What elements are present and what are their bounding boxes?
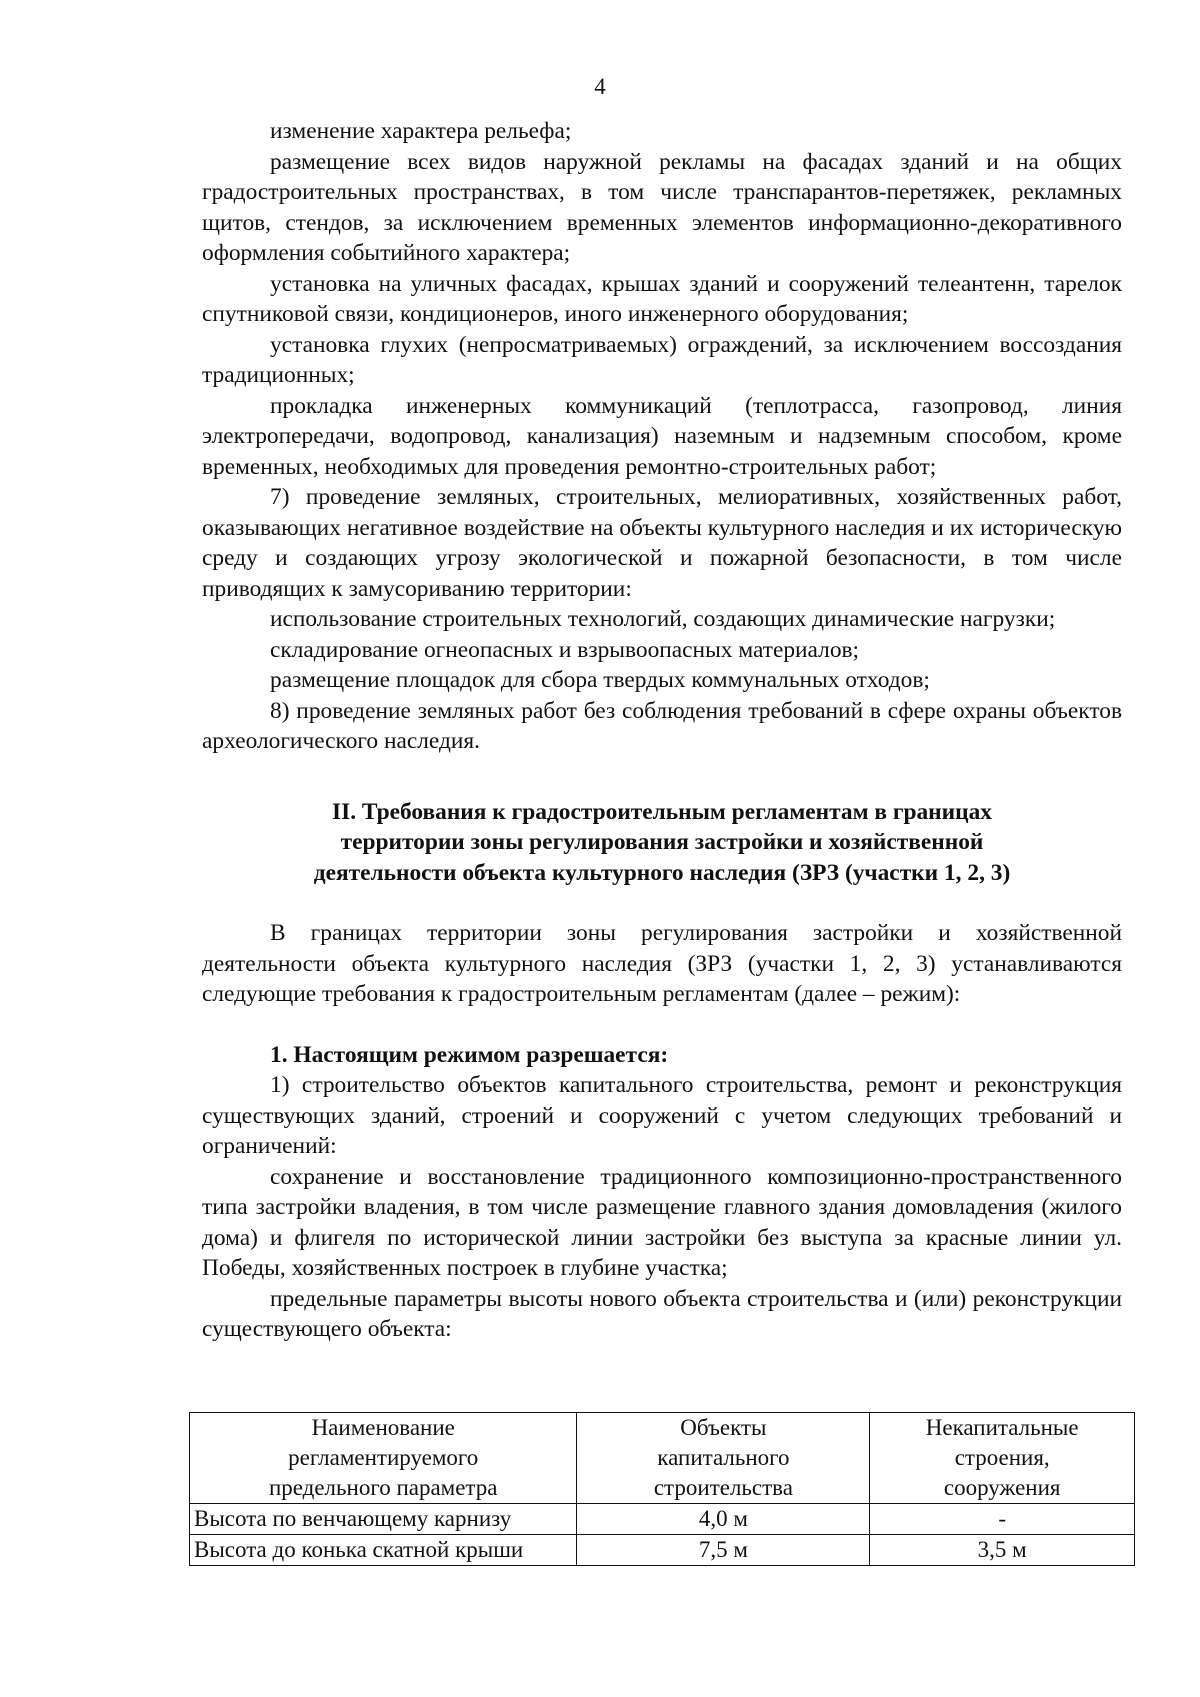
- subheading: 1. Настоящим режимом разрешается:: [270, 1041, 669, 1068]
- header-non-capital-structures: Некапитальные строения, сооружения: [870, 1413, 1135, 1504]
- paragraph: 7) проведение земляных, строительных, мелиоративных, хозяйственных работ, оказывающих негативное воздействие на объекты культурного наследия и их историческую среду и создающих угрозу экологической и пожарной безопасности, в том числе приводящих к замусориванию территории:: [202, 484, 1122, 602]
- table-cell: -: [870, 1504, 1135, 1535]
- paragraph: 8) проведение земляных работ без соблюдения требований в сфере охраны объектов археологического наследия.: [202, 697, 1122, 754]
- header-capital-objects: Объекты капитального строительства: [577, 1413, 870, 1504]
- table-row: [190, 1535, 1135, 1566]
- paragraph: установка глухих (непросматриваемых) ограждений, за исключением воссоздания традиционных;: [202, 331, 1122, 388]
- table-header-row: [190, 1413, 1135, 1504]
- paragraph: 1) строительство объектов капитального строительства, ремонт и реконструкция существующих зданий, строений и сооружений с учетом следующих требований и ограничений:: [202, 1072, 1122, 1159]
- table-cell: 7,5 м: [577, 1535, 870, 1566]
- paragraph: прокладка инженерных коммуникаций (теплотрасса, газопровод, линия электропередачи, водопровод, канализация) наземным и надземным способом, кроме временных, необходимых для проведения ремонтно-строительных работ;: [202, 392, 1122, 480]
- paragraph: установка на уличных фасадах, крышах зданий и сооружений телеантенн, тарелок спутниковой связи, кондиционеров, иного инженерного оборудования;: [202, 270, 1122, 327]
- document-body: [202, 116, 1122, 1345]
- table-cell: 4,0 м: [577, 1504, 870, 1535]
- section-heading-line: деятельности объекта культурного наследия (ЗРЗ (участки 1, 2, 3): [313, 859, 1011, 886]
- paragraph: использование строительных технологий, создающих динамические нагрузки;: [270, 606, 1056, 632]
- section-heading-line: II. Требования к градостроительным регламентам в границах: [332, 798, 992, 825]
- paragraph: сохранение и восстановление традиционного композиционно-пространственного типа застройки владения, в том числе размещение главного здания домовладения (жилого дома) и флигеля по исторической линии застройки без выступа за красные линии ул. Победы, хозяйственных построек в глубине участка;: [202, 1163, 1122, 1281]
- paragraph: предельные параметры высоты нового объекта строительства и (или) реконструкции существующего объекта:: [202, 1285, 1122, 1342]
- paragraph: размещение площадок для сбора твердых коммунальных отходов;: [270, 667, 930, 693]
- table-cell: 3,5 м: [870, 1535, 1135, 1566]
- page-number: 4: [594, 74, 606, 99]
- table-cell: Высота до конька скатной крыши: [190, 1535, 577, 1566]
- table-row: [190, 1504, 1135, 1535]
- section-intro: В границах территории зоны регулирования застройки и хозяйственной деятельности объекта культурного наследия (ЗРЗ (участки 1, 2, 3) устанавливаются следующие требования к градостроительным регламентам (далее – режим):: [202, 920, 1122, 1007]
- section-heading: [202, 797, 1122, 889]
- header-parameter-name: Наименование регламентируемого предельного параметра: [190, 1413, 577, 1504]
- paragraph: складирование огнеопасных и взрывоопасных материалов;: [270, 636, 860, 663]
- paragraph: изменение характера рельефа;: [270, 118, 572, 144]
- height-parameters-table: [189, 1412, 1135, 1566]
- section-heading-line: территории зоны регулирования застройки и хозяйственной: [340, 829, 984, 855]
- paragraph: размещение всех видов наружной рекламы на фасадах зданий и на общих градостроительных пространствах, в том числе транспарантов-перетяжек, рекламных щитов, стендов, за исключением временных элементов информационно-декоративного оформления событийного характера;: [202, 148, 1122, 266]
- table-cell: Высота по венчающему карнизу: [190, 1504, 577, 1535]
